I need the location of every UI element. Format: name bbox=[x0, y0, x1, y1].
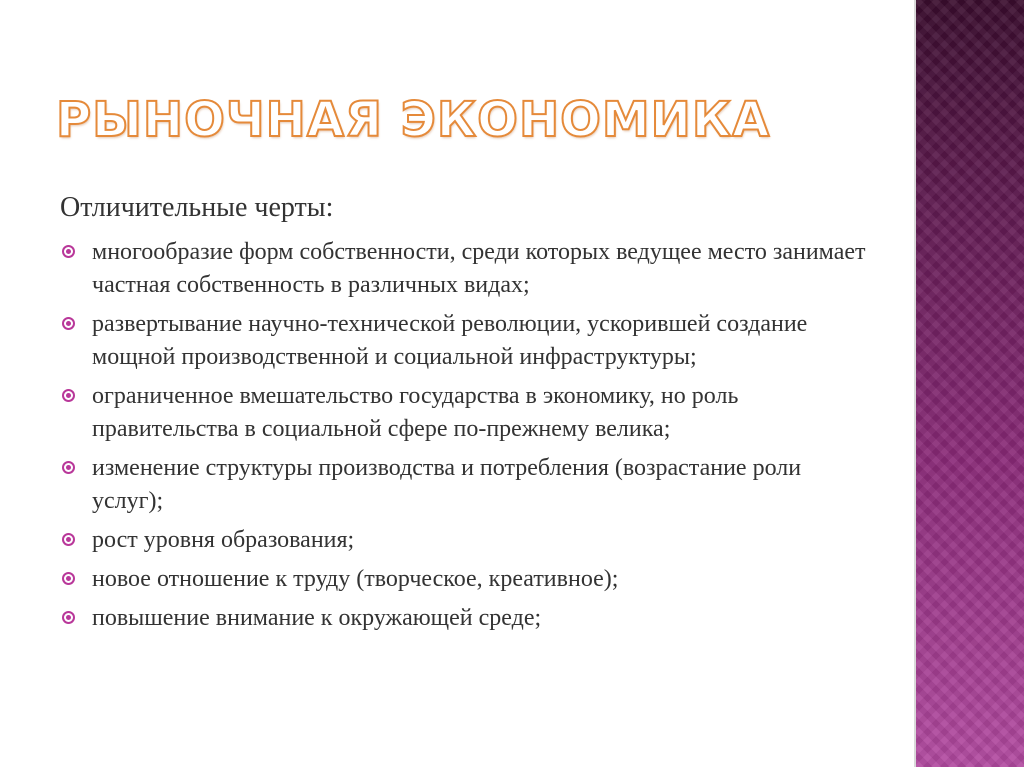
circle-bullet-icon bbox=[62, 317, 75, 330]
list-item-text: ограниченное вмешательство государства в экономику, но роль правительства в социальной сфере по-прежнему велика; bbox=[92, 383, 739, 443]
list-item bbox=[60, 452, 870, 518]
circle-bullet-icon bbox=[62, 389, 75, 402]
list-item bbox=[60, 236, 870, 302]
list-item-text: развертывание научно-технической революции, ускорившей создание мощной производственной и социальной инфраструктуры; bbox=[92, 311, 808, 371]
circle-bullet-icon bbox=[62, 461, 75, 474]
list-item bbox=[60, 602, 870, 635]
circle-bullet-icon bbox=[62, 245, 75, 258]
decorative-side-band bbox=[914, 0, 1024, 767]
circle-bullet-icon bbox=[62, 611, 75, 624]
circle-bullet-icon bbox=[62, 533, 75, 546]
list-item-text: рост уровня образования; bbox=[92, 527, 355, 554]
list-item bbox=[60, 380, 870, 446]
list-item bbox=[60, 563, 870, 596]
circle-bullet-icon bbox=[62, 572, 75, 585]
list-item-text: повышение внимание к окружающей среде; bbox=[92, 605, 542, 632]
intro-text: Отличительные черты: bbox=[60, 192, 334, 223]
slide-title: РЫНОЧНАЯ ЭКОНОМИКА bbox=[56, 92, 771, 148]
list-item bbox=[60, 308, 870, 374]
bullet-list bbox=[60, 236, 870, 635]
list-item-text: многообразие форм собственности, среди которых ведущее место занимает частная собственность в различных видах; bbox=[92, 239, 866, 299]
list-item-text: новое отношение к труду (творческое, креативное); bbox=[92, 566, 619, 593]
slide-content bbox=[60, 190, 870, 641]
list-item bbox=[60, 524, 870, 557]
list-item-text: изменение структуры производства и потребления (возрастание роли услуг); bbox=[92, 455, 802, 515]
